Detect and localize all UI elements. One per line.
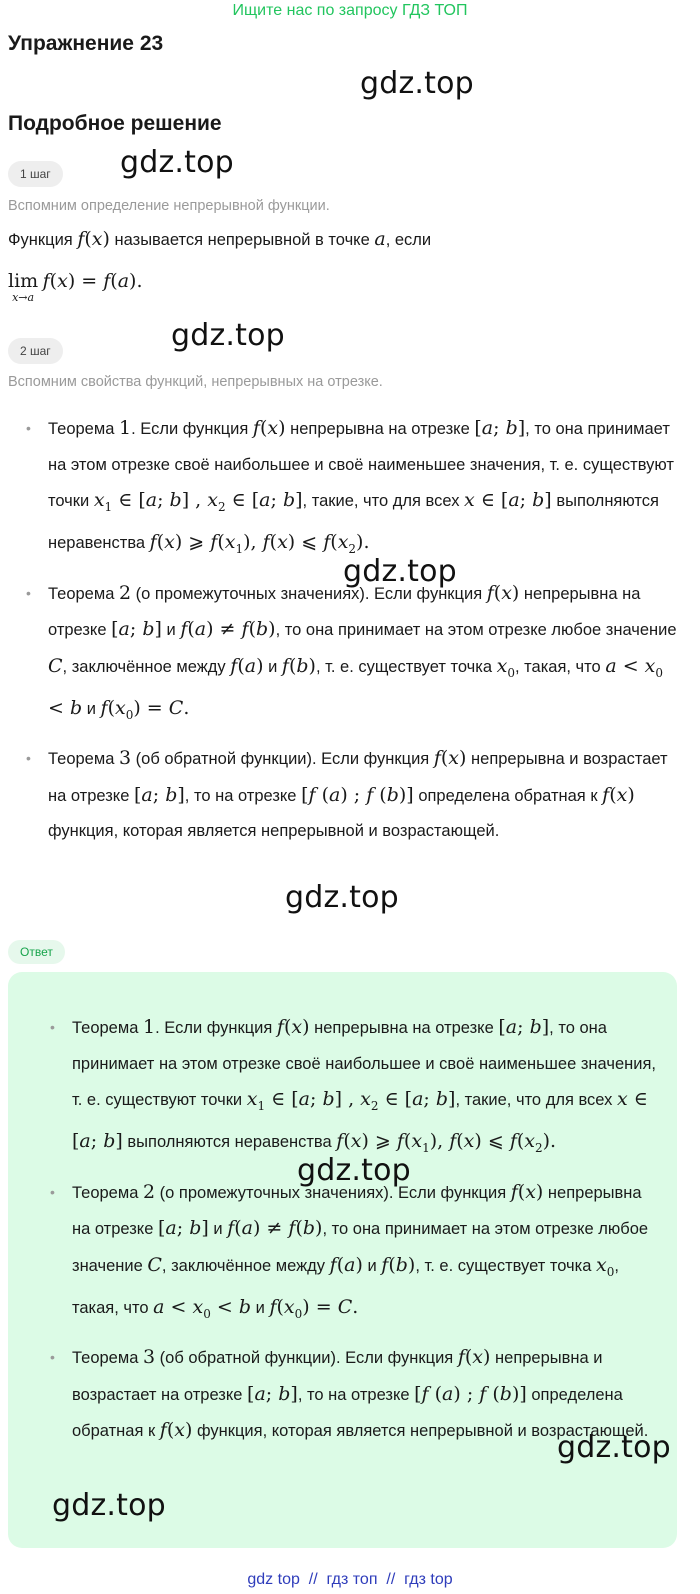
text: , то она принимает на этом отрезке своё наибольшее и своё наименьшее значения, т. е. существуют точки (48, 420, 674, 510)
list-item (48, 576, 683, 734)
text: , такая, что (514, 657, 601, 676)
formula: f(b) (281, 654, 316, 677)
limit-formula: lim x→a f(x) = f(a). (8, 270, 143, 304)
text: выполняются неравенства (48, 492, 659, 553)
formula: C (147, 1253, 162, 1276)
text: и (268, 657, 278, 676)
step-badge: 2 шаг (8, 338, 63, 364)
text: , т. е. существует точка (415, 1256, 592, 1275)
formula: 1 (142, 1016, 156, 1038)
text: функция, которая является непрерывной и возрастающей. (197, 1422, 649, 1441)
formula: f(x) (159, 1419, 193, 1442)
list-item (48, 411, 683, 568)
formula: 3 (142, 1346, 156, 1369)
text: (об обратной функции). Если функция (159, 1349, 454, 1368)
formula: 2 (142, 1180, 156, 1203)
text: Теорема (48, 420, 115, 438)
definition-line (8, 228, 431, 250)
text: , то она принимает на этом отрезке любое значение (275, 621, 677, 640)
text: , если (385, 231, 432, 249)
formula: f(a) (329, 1253, 363, 1276)
text: и (166, 621, 176, 640)
list-item (48, 741, 683, 850)
formula: $x_0$ (496, 654, 515, 680)
watermark: gdz.top (52, 1488, 166, 1523)
formula: 1 (118, 417, 132, 439)
formula: f(a) ≠ f(b) (180, 618, 276, 641)
text: непрерывна на отрезке (290, 420, 470, 438)
text: Теорема (72, 1183, 139, 1202)
solution-title: Подробное решение (8, 112, 222, 135)
formula: [a; b] (247, 1382, 298, 1405)
text: непрерывна и возрастает на отрезке (48, 750, 668, 805)
footer-links[interactable]: gdz top // гдз топ // гдз top (247, 1571, 453, 1588)
formula: f(x) (457, 1346, 491, 1369)
formula: 2 (118, 581, 132, 604)
formula: f(x) ⩾ $f(x_1)$, f(x) ⩽ $f(x_2)$. (336, 1130, 557, 1156)
text: , заключённое между (62, 657, 226, 676)
watermark: gdz.top (285, 880, 399, 915)
formula: $x_1$ ∈ [a; b] , $x_2$ ∈ [a; b] (93, 489, 303, 514)
text: Теорема (72, 1019, 139, 1037)
formula: f(x) (77, 228, 110, 250)
theorems-list (48, 411, 683, 858)
text: , то на отрезке (184, 786, 297, 805)
watermark: gdz.top (297, 1153, 411, 1188)
formula: $a < x_0 < b$ (48, 654, 664, 719)
text: (об обратной функции). Если функция (135, 750, 430, 769)
text: , то на отрезке (297, 1385, 410, 1404)
formula: f(x) (602, 783, 635, 806)
text: , такие, что для всех (455, 1091, 613, 1109)
formula: f(x) ⩾ $f(x_1)$, f(x) ⩽ $f(x_2)$. (149, 531, 370, 557)
formula: f(a) ≠ f(b) (227, 1217, 323, 1240)
answer-theorems-list (72, 1010, 662, 1458)
formula: [a; b] (157, 1217, 209, 1240)
watermark: gdz.top (120, 145, 234, 180)
watermark: gdz.top (557, 1430, 671, 1465)
formula: f(a) (230, 654, 264, 677)
text: непрерывна на отрезке (314, 1019, 494, 1037)
text: (о промежуточных значениях). Если функция (159, 1183, 507, 1202)
text: непрерывна на отрезке (48, 584, 641, 640)
step-badge: 1 шаг (8, 161, 63, 187)
formula: [a; b] (498, 1016, 550, 1038)
formula: C (48, 654, 63, 677)
text: и (86, 699, 96, 718)
exercise-title: Упражнение 23 (8, 32, 164, 55)
text: . Если функция (155, 1019, 273, 1037)
text: непрерывна и возрастает на отрезке (72, 1349, 603, 1404)
answer-badge: Ответ (8, 940, 65, 964)
search-banner[interactable]: Ищите нас по запросу ГДЗ ТОП (232, 2, 468, 19)
formula: x ∈ [a; b] (72, 1088, 648, 1153)
formula: a (374, 228, 386, 250)
text: , такая, что (72, 1256, 619, 1317)
formula: 3 (118, 747, 132, 770)
formula: [f (a) ; f (b)] (414, 1382, 527, 1405)
formula: f(x) (486, 581, 520, 604)
formula: $a < x_0 < b$ (153, 1295, 252, 1321)
watermark: gdz.top (343, 554, 457, 589)
text: непрерывна на отрезке (72, 1183, 642, 1239)
text: выполняются неравенства (127, 1133, 332, 1152)
formula: f(b) (381, 1253, 416, 1276)
formula: f(x) (276, 1016, 310, 1038)
formula: $x_1$ ∈ [a; b] , $x_2$ ∈ [a; b] (246, 1088, 456, 1113)
watermark: gdz.top (171, 318, 285, 353)
text: и (213, 1220, 223, 1239)
formula: f(x) (433, 747, 467, 770)
text: . Если функция (131, 420, 249, 438)
formula: $f(x_0) = C$. (100, 696, 190, 722)
list-item (72, 1010, 662, 1167)
formula: $f(x_0) = C$. (269, 1295, 359, 1321)
list-item (72, 1175, 662, 1333)
text: определена обратная к (72, 1385, 623, 1441)
text: , то она принимает на этом отрезке своё наибольшее и своё наименьшее значения, т. е. существуют точки (72, 1019, 656, 1109)
text: и (255, 1298, 265, 1317)
text: Функция (8, 231, 73, 249)
formula: [a; b] (474, 417, 526, 439)
formula: x ∈ [a; b] (464, 489, 552, 511)
formula: [f (a) ; f (b)] (301, 783, 414, 806)
text: , заключённое между (161, 1256, 326, 1275)
watermark: gdz.top (360, 66, 474, 101)
text: , то она принимает на этом отрезке любое значение (72, 1220, 649, 1275)
text: Теорема (48, 584, 115, 603)
step-hint: Вспомним свойства функций, непрерывных на отрезке. (8, 374, 383, 390)
text: Теорема (48, 750, 115, 769)
text: , такие, что для всех (302, 492, 460, 510)
formula: $x_0$ (596, 1253, 615, 1279)
formula: f(x) (252, 417, 286, 439)
step-hint: Вспомним определение непрерывной функции. (8, 198, 330, 214)
text: называется непрерывной в точке (114, 231, 370, 249)
text: функция, которая является непрерывной и возрастающей. (48, 822, 500, 841)
formula: f(x) (510, 1180, 544, 1203)
text: и (367, 1256, 377, 1275)
formula: [a; b] (111, 618, 162, 641)
text: (о промежуточных значениях). Если функция (135, 584, 483, 603)
text: , т. е. существует точка (315, 657, 493, 676)
text: определена обратная к (418, 786, 598, 805)
text: Теорема (72, 1349, 139, 1368)
formula: [a; b] (133, 783, 185, 806)
